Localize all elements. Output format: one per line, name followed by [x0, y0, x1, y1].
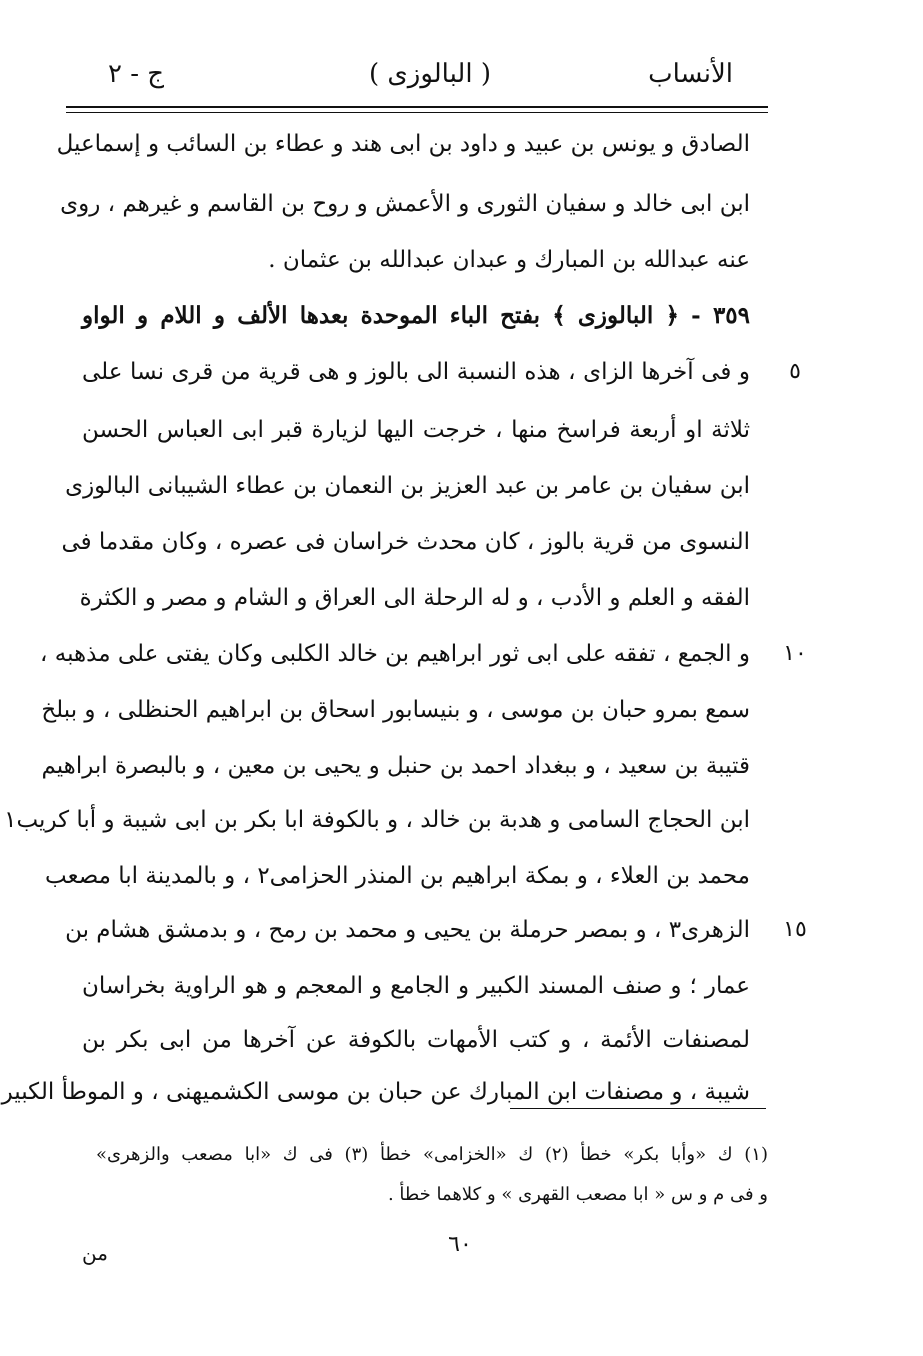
- text-line: عمار ؛ و صنف المسند الكبير و الجامع و المعجم و هو الراوية بخراسان: [82, 973, 750, 999]
- text-line: و الجمع ، تفقه على ابى ثور ابراهيم بن خالد الكلبى وكان يفتى على مذهبه ،: [40, 641, 750, 667]
- text-line: لمصنفات الأئمة ، و كتب الأمهات بالكوفة عن آخرها من ابى بكر بن: [82, 1027, 750, 1053]
- footnote-line: و فى م و س « ابا مصعب القهرى » و كلاهما خطأ .: [387, 1184, 768, 1205]
- running-title-book: الأنساب: [648, 59, 733, 89]
- line-number-10: ١٠: [783, 641, 807, 666]
- text-line: ابن سفيان بن عامر بن عبد العزيز بن النعمان بن عطاء الشيبانى البالوزى: [65, 473, 750, 499]
- text-line: الصادق و يونس بن عبيد و داود بن ابى هند و عطاء بن السائب و إسماعيل: [56, 131, 750, 157]
- footnote-line: (١) ك «وأبا بكر» خطأ (٢) ك «الخزامى» خطأ (٣) فى ك «ابا مصعب والزهرى»: [96, 1144, 768, 1165]
- text-line: شيبة ، و مصنفات ابن المبارك عن حبان بن موسى الكشميهنى ، و الموطأ الكبير: [1, 1079, 750, 1105]
- text-line: الزهرى٣ ، و بمصر حرملة بن يحيى و محمد بن رمح ، و بدمشق هشام بن: [65, 917, 750, 943]
- running-title-volume: ج - ٢: [108, 59, 165, 89]
- text-line: سمع بمرو حبان بن موسى ، و بنيسابور اسحاق بن ابراهيم الحنظلى ، و ببلخ: [41, 697, 750, 723]
- text-line: و فى آخرها الزاى ، هذه النسبة الى بالوز و هى قرية من قرى نسا على: [82, 359, 750, 385]
- text-line: ثلاثة او أربعة فراسخ منها ، خرجت اليها لزيارة قبر ابى العباس الحسن: [82, 417, 750, 443]
- text-line: قتيبة بن سعيد ، و ببغداد احمد بن حنبل و يحيى بن معين ، و بالبصرة ابراهيم: [41, 753, 750, 779]
- text-line: محمد بن العلاء ، و بمكة ابراهيم بن المنذر الحزامى٢ ، و بالمدينة ابا مصعب: [45, 863, 750, 889]
- text-line: عنه عبدالله بن المبارك و عبدان عبدالله بن عثمان .: [268, 247, 750, 273]
- text-line: الفقه و العلم و الأدب ، و له الرحلة الى العراق و الشام و مصر و الكثرة: [79, 585, 750, 611]
- line-number-15: ١٥: [783, 917, 807, 942]
- text-line: ابن الحجاج السامى و هدبة بن خالد ، و بالكوفة ابا بكر بن ابى شيبة و أبا كريب١: [4, 807, 750, 833]
- line-number-5: ٥: [789, 359, 801, 384]
- header-rule-thick: [66, 106, 768, 108]
- footnote-rule: [510, 1108, 766, 1109]
- catchword: من: [82, 1241, 108, 1265]
- running-title-entry: ( البالوزى ): [369, 59, 491, 89]
- text-line: النسوى من قرية بالوز ، كان محدث خراسان فى عصره ، وكان مقدما فى: [61, 529, 750, 555]
- header-rule-thin: [66, 112, 768, 113]
- page-number: ٦٠: [448, 1232, 472, 1257]
- text-line: ابن ابى خالد و سفيان الثورى و الأعمش و روح بن القاسم و غيرهم ، روى: [60, 191, 750, 217]
- entry-heading-line: ٣٥٩ - ﴿ البالوزى ﴾ بفتح الباء الموحدة بعدها الألف و اللام و الواو: [82, 302, 750, 329]
